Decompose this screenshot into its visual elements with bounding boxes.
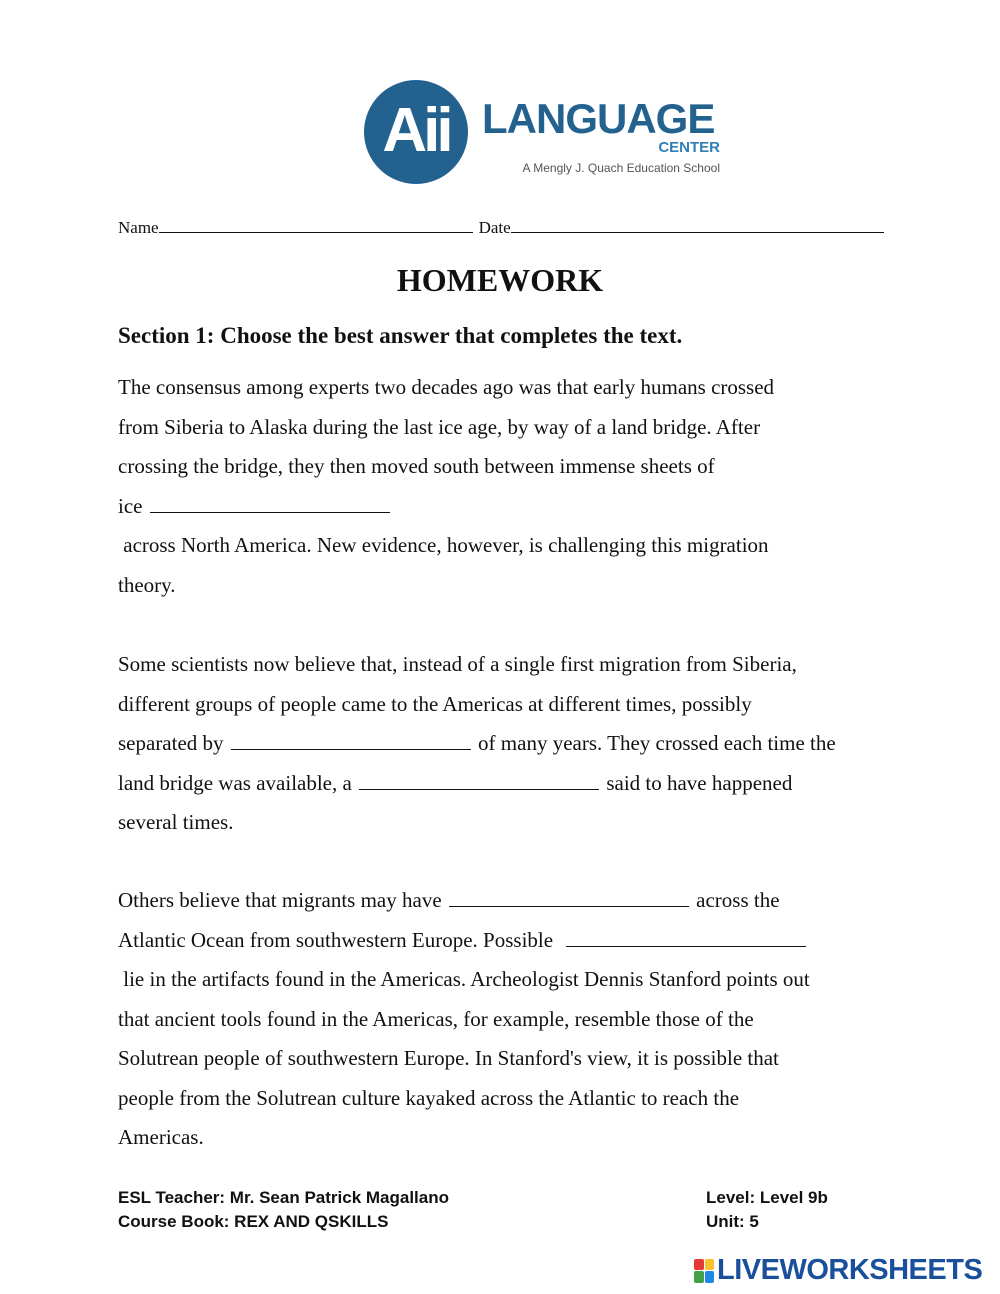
footer-right — [706, 1186, 828, 1234]
text-line: Some scientists now believe that, instead of a single first migration from Siberia, — [118, 652, 797, 676]
text-segment: Atlantic Ocean from southwestern Europe. Possible — [118, 927, 554, 952]
liveworksheets-logo[interactable] — [694, 1256, 982, 1285]
text-line: that ancient tools found in the Americas, for example, resemble those of the — [118, 1006, 754, 1031]
name-date-row — [118, 216, 884, 238]
name-label: Name — [118, 218, 159, 237]
date-field[interactable] — [511, 216, 884, 233]
page-title: HOMEWORK — [396, 262, 604, 298]
text-line: Solutrean people of southwestern Europe. In Stanford's view, it is possible that — [118, 1046, 779, 1070]
unit-info: Unit: 5 — [706, 1212, 759, 1231]
text-line: from Siberia to Alaska during the last ice age, by way of a land bridge. After — [118, 414, 761, 439]
level-info: Level: Level 9b — [706, 1188, 828, 1207]
answer-blank-1[interactable] — [150, 494, 390, 513]
text-line — [118, 764, 836, 804]
course-info: Course Book: REX AND QSKILLS — [118, 1212, 389, 1231]
answer-blank-3[interactable] — [359, 771, 599, 790]
text-line — [118, 724, 836, 764]
text-line: several times. — [118, 810, 234, 834]
school-logo — [364, 80, 724, 186]
text-segment: separated by — [118, 731, 224, 755]
text-line: crossing the bridge, they then moved south between immense sheets of — [118, 454, 715, 478]
text-line: theory. — [118, 572, 176, 597]
logo-mark: Aii — [382, 96, 450, 165]
text-segment: of many years. They crossed each time the — [478, 731, 836, 755]
text-segment: said to have happened — [606, 770, 793, 795]
text-segment: Others believe that migrants may have — [118, 888, 442, 912]
section-heading: Section 1: Choose the best answer that completes the text. — [118, 323, 683, 348]
text-segment: across the — [696, 888, 780, 912]
answer-blank-4[interactable] — [449, 888, 689, 907]
paragraph-1 — [118, 368, 774, 605]
logo-tagline: A Mengly J. Quach Education School — [522, 161, 720, 175]
answer-blank-2[interactable] — [231, 731, 471, 750]
text-line — [118, 921, 810, 961]
text-line: people from the Solutrean culture kayaked across the Atlantic to reach the — [118, 1085, 740, 1110]
text-line: different groups of people came to the Americas at different times, possibly — [118, 691, 752, 716]
footer-left — [118, 1186, 449, 1234]
teacher-info: ESL Teacher: Mr. Sean Patrick Magallano — [118, 1188, 449, 1207]
text-segment: lie in the artifacts found in the Americas. Archeologist Dennis Stanford points out — [123, 967, 810, 991]
logo-subword: CENTER — [658, 139, 720, 156]
text-line — [118, 526, 774, 566]
text-line: Americas. — [118, 1125, 204, 1149]
name-field[interactable] — [159, 216, 473, 233]
logo-wordmark: LANGUAGE — [482, 95, 715, 142]
text-line — [118, 881, 810, 921]
answer-blank-5[interactable] — [566, 928, 806, 947]
liveworksheets-icon — [694, 1259, 714, 1283]
text-line — [118, 960, 810, 1000]
paragraph-3 — [118, 881, 810, 1158]
text-line — [118, 487, 774, 527]
logo-emblem — [364, 80, 468, 184]
text-line: The consensus among experts two decades ago was that early humans crossed — [118, 375, 775, 399]
liveworksheets-wordmark: LIVEWORKSHEETS — [717, 1254, 983, 1286]
paragraph-2 — [118, 645, 836, 843]
text-segment: land bridge was available, a — [118, 770, 352, 795]
text-segment: across North America. New evidence, however, is challenging this migration — [123, 533, 769, 557]
text-segment: ice — [118, 493, 143, 518]
date-label: Date — [478, 218, 511, 237]
